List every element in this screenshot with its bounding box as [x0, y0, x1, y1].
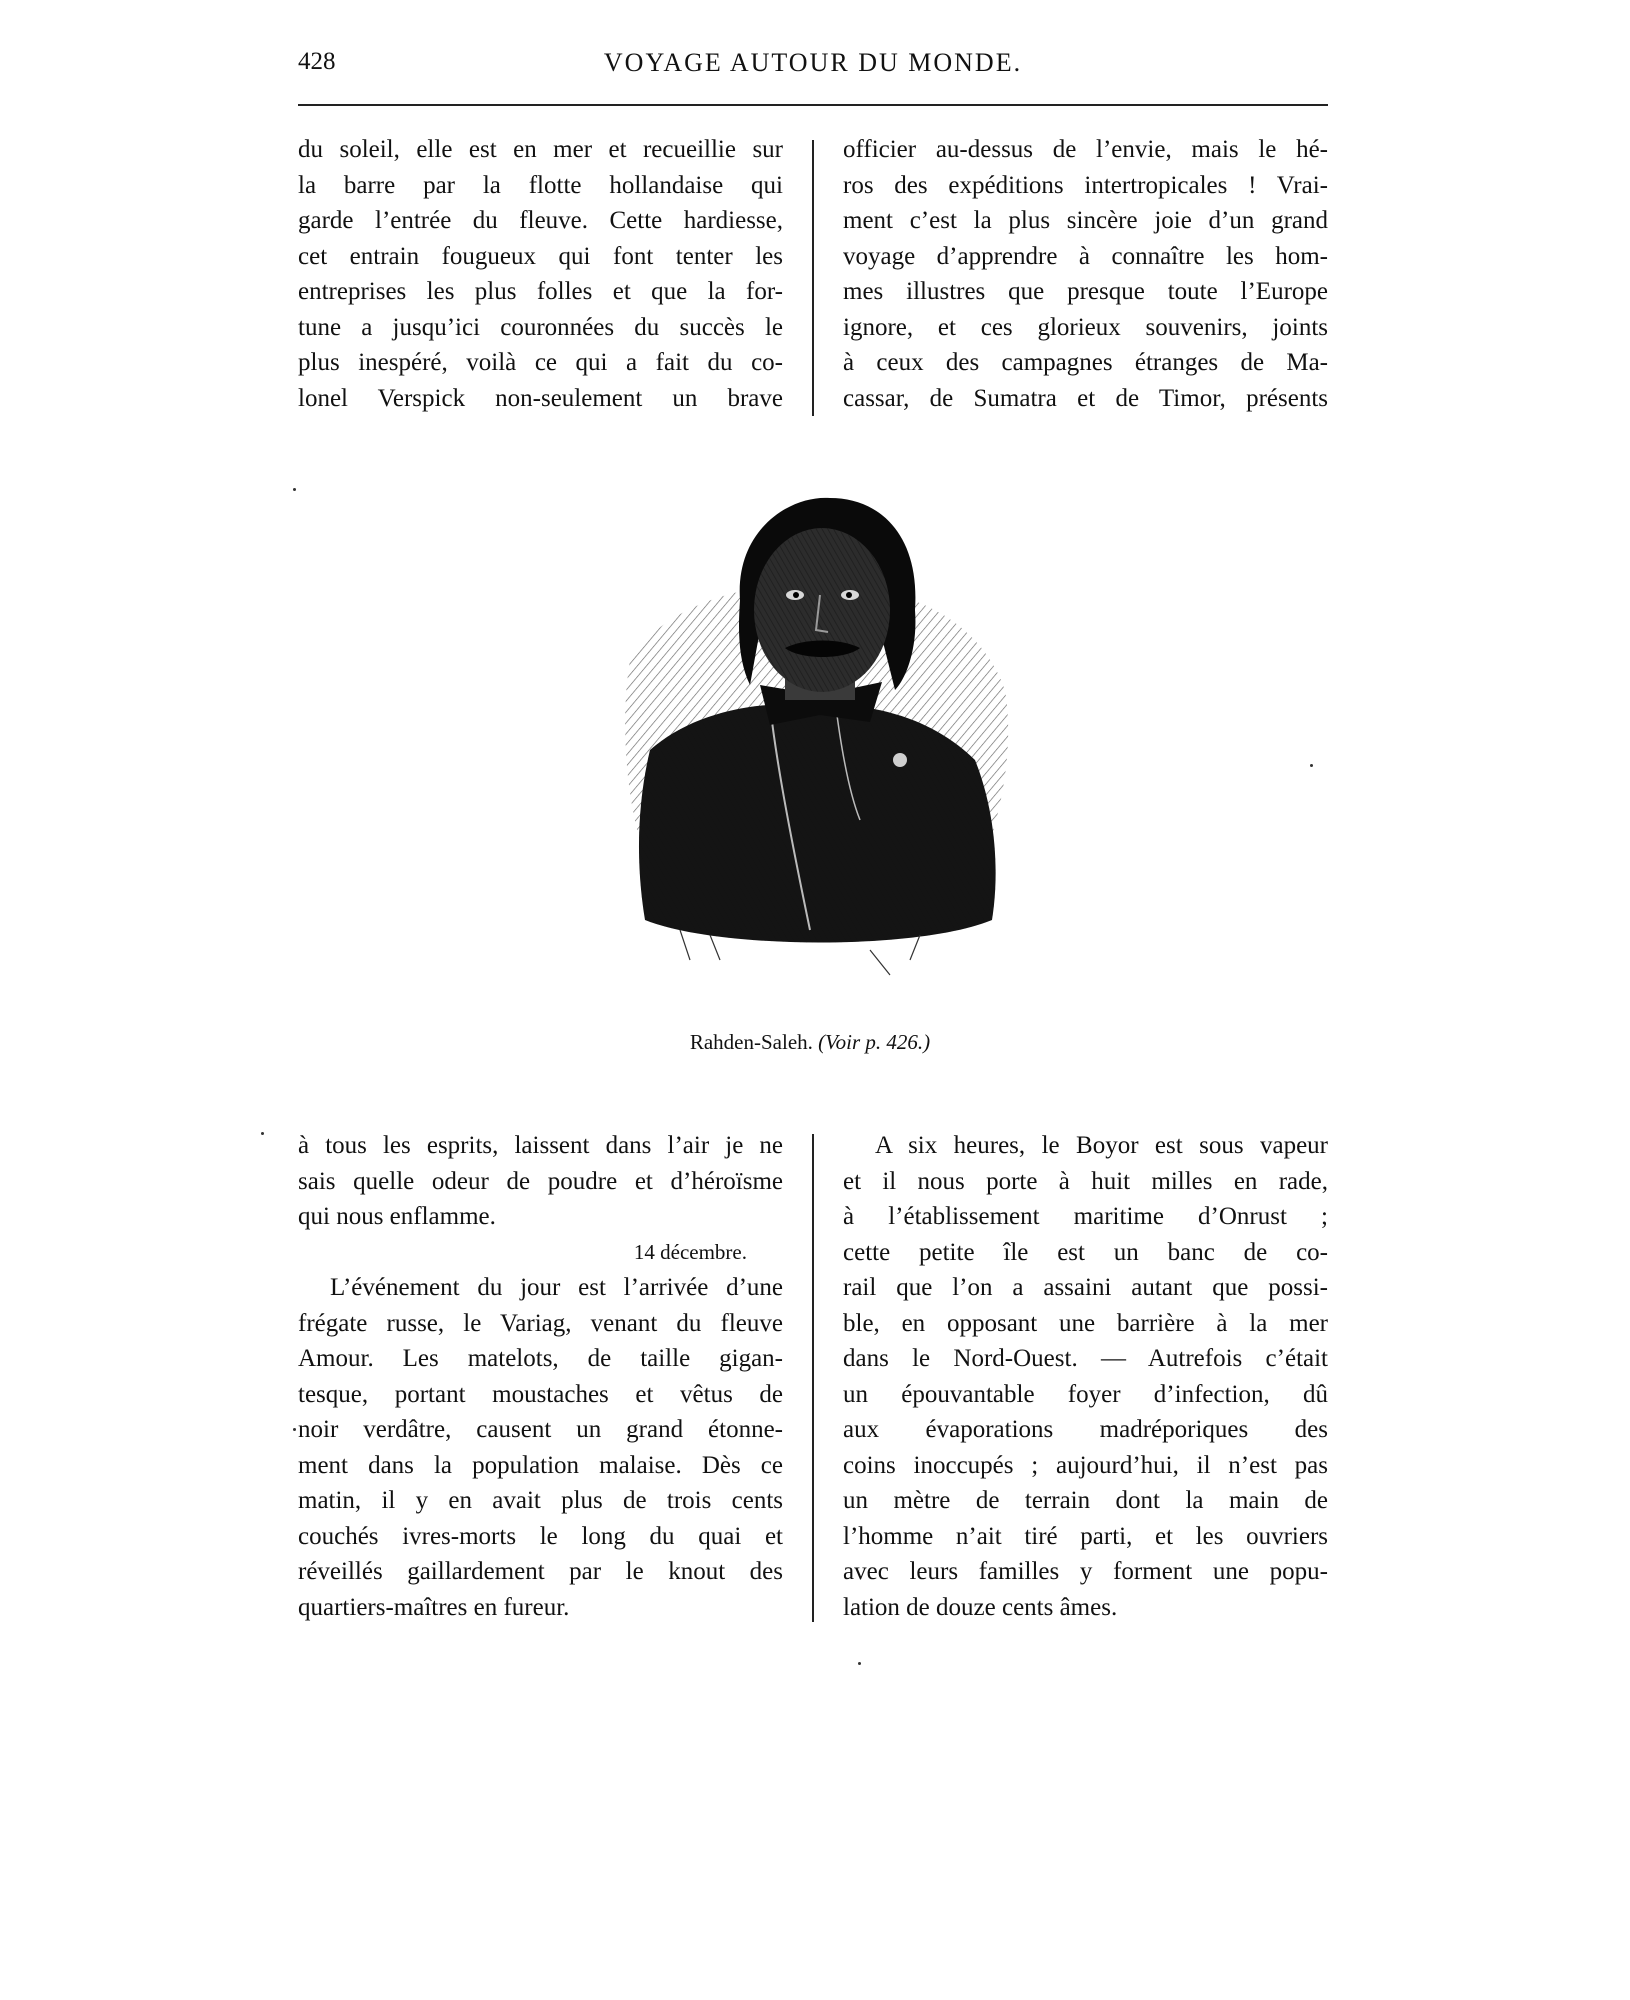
bottom-text-block: [298, 1128, 1328, 1628]
text-line: tesque, portant moustaches et vêtus de: [298, 1380, 783, 1408]
text-line: à l’établissement maritime d’Onrust ;: [843, 1203, 1328, 1230]
scan-speck: [293, 488, 296, 491]
text-line: la barre par la flotte hollandaise qui: [298, 171, 783, 199]
text-line: à ceux des campagnes étranges de Ma-: [843, 349, 1328, 376]
text-line: lonel Verspick non-seulement un brave: [298, 384, 783, 412]
header-rule: [298, 104, 1328, 106]
text-line: avec leurs familles y forment une popu-: [843, 1558, 1328, 1585]
scan-speck: [293, 1428, 296, 1431]
page-number: 428: [298, 48, 336, 75]
running-header: [298, 48, 1328, 88]
text-line: du soleil, elle est en mer et recueillie sur: [298, 136, 783, 163]
top-left-column: [298, 132, 783, 416]
scan-speck: [261, 1132, 264, 1135]
text-line: frégate russe, le Variag, venant du fleuve: [298, 1309, 783, 1337]
text-line: entreprises les plus folles et que la for-: [298, 278, 783, 305]
text-line: lation de douze cents âmes.: [843, 1593, 1118, 1621]
text-line: ment dans la population malaise. Dès ce: [298, 1451, 783, 1479]
column-rule: [812, 140, 814, 416]
scan-speck: [858, 1662, 861, 1665]
running-title: VOYAGE AUTOUR DU MONDE.: [603, 48, 1023, 77]
text-line: L’événement du jour est l’arrivée d’une: [330, 1274, 783, 1301]
text-line: plus inespéré, voilà ce qui a fait du co-: [298, 349, 783, 376]
text-line: Amour. Les matelots, de taille gigan-: [298, 1345, 783, 1372]
text-line: cette petite île est un banc de co-: [843, 1238, 1328, 1266]
text-line: ment c’est la plus sincère joie d’un grand: [843, 207, 1328, 234]
text-line: matin, il y en avait plus de trois cents: [298, 1487, 783, 1514]
text-line: qui nous enflamme.: [298, 1203, 496, 1230]
top-text-block: [298, 132, 1328, 422]
figure-caption: [500, 1030, 1120, 1055]
text-line: ros des expéditions intertropicales ! Vrai-: [843, 171, 1328, 199]
portrait-engraving: [620, 490, 1010, 1000]
text-line: tune a jusqu’ici couronnées du succès le: [298, 313, 783, 341]
caption-name: Rahden-Saleh.: [689, 1030, 813, 1054]
text-line: et il nous porte à huit milles en rade,: [843, 1167, 1328, 1195]
scan-speck: [1310, 764, 1313, 767]
text-line: A six heures, le Boyor est sous vapeur: [875, 1132, 1328, 1159]
text-line: mes illustres que presque toute l’Europe: [843, 278, 1328, 305]
text-line: un mètre de terrain dont la main de: [843, 1487, 1328, 1514]
text-line: couchés ivres-morts le long du quai et: [298, 1522, 783, 1550]
text-line: garde l’entrée du fleuve. Cette hardiesse,: [298, 207, 783, 234]
text-line: réveillés gaillardement par le knout des: [298, 1558, 783, 1585]
top-right-column: [843, 132, 1328, 416]
medal: [893, 753, 907, 767]
text-line: officier au-dessus de l’envie, mais le hé-: [843, 136, 1328, 163]
text-line: quartiers-maîtres en fureur.: [298, 1593, 570, 1621]
text-line: voyage d’apprendre à connaître les hom-: [843, 242, 1328, 270]
text-line: cassar, de Sumatra et de Timor, présents: [843, 384, 1328, 412]
text-line: l’homme n’ait tiré parti, et les ouvriers: [843, 1522, 1328, 1550]
caption-reference: (Voir p. 426.): [818, 1030, 931, 1054]
text-line: ignore, et ces glorieux souvenirs, joints: [843, 313, 1328, 341]
column-rule: [812, 1134, 814, 1622]
text-line: rail que l’on a assaini autant que possi-: [843, 1274, 1328, 1301]
text-line: à tous les esprits, laissent dans l’air je ne: [298, 1132, 783, 1159]
text-line: sais quelle odeur de poudre et d’héroïsme: [298, 1167, 783, 1195]
bottom-right-column: [843, 1128, 1328, 1625]
dateline: 14 décembre.: [633, 1239, 747, 1264]
text-line: dans le Nord-Ouest. — Autrefois c’était: [843, 1345, 1328, 1372]
text-line: aux évaporations madréporiques des: [843, 1416, 1328, 1443]
bottom-left-column: [298, 1128, 783, 1625]
text-line: ble, en opposant une barrière à la mer: [843, 1309, 1328, 1337]
text-line: coins inoccupés ; aujourd’hui, il n’est pas: [843, 1451, 1328, 1479]
text-line: cet entrain fougueux qui font tenter les: [298, 242, 783, 270]
text-line: un épouvantable foyer d’infection, dû: [843, 1380, 1328, 1408]
text-line: noir verdâtre, causent un grand étonne-: [298, 1416, 783, 1443]
